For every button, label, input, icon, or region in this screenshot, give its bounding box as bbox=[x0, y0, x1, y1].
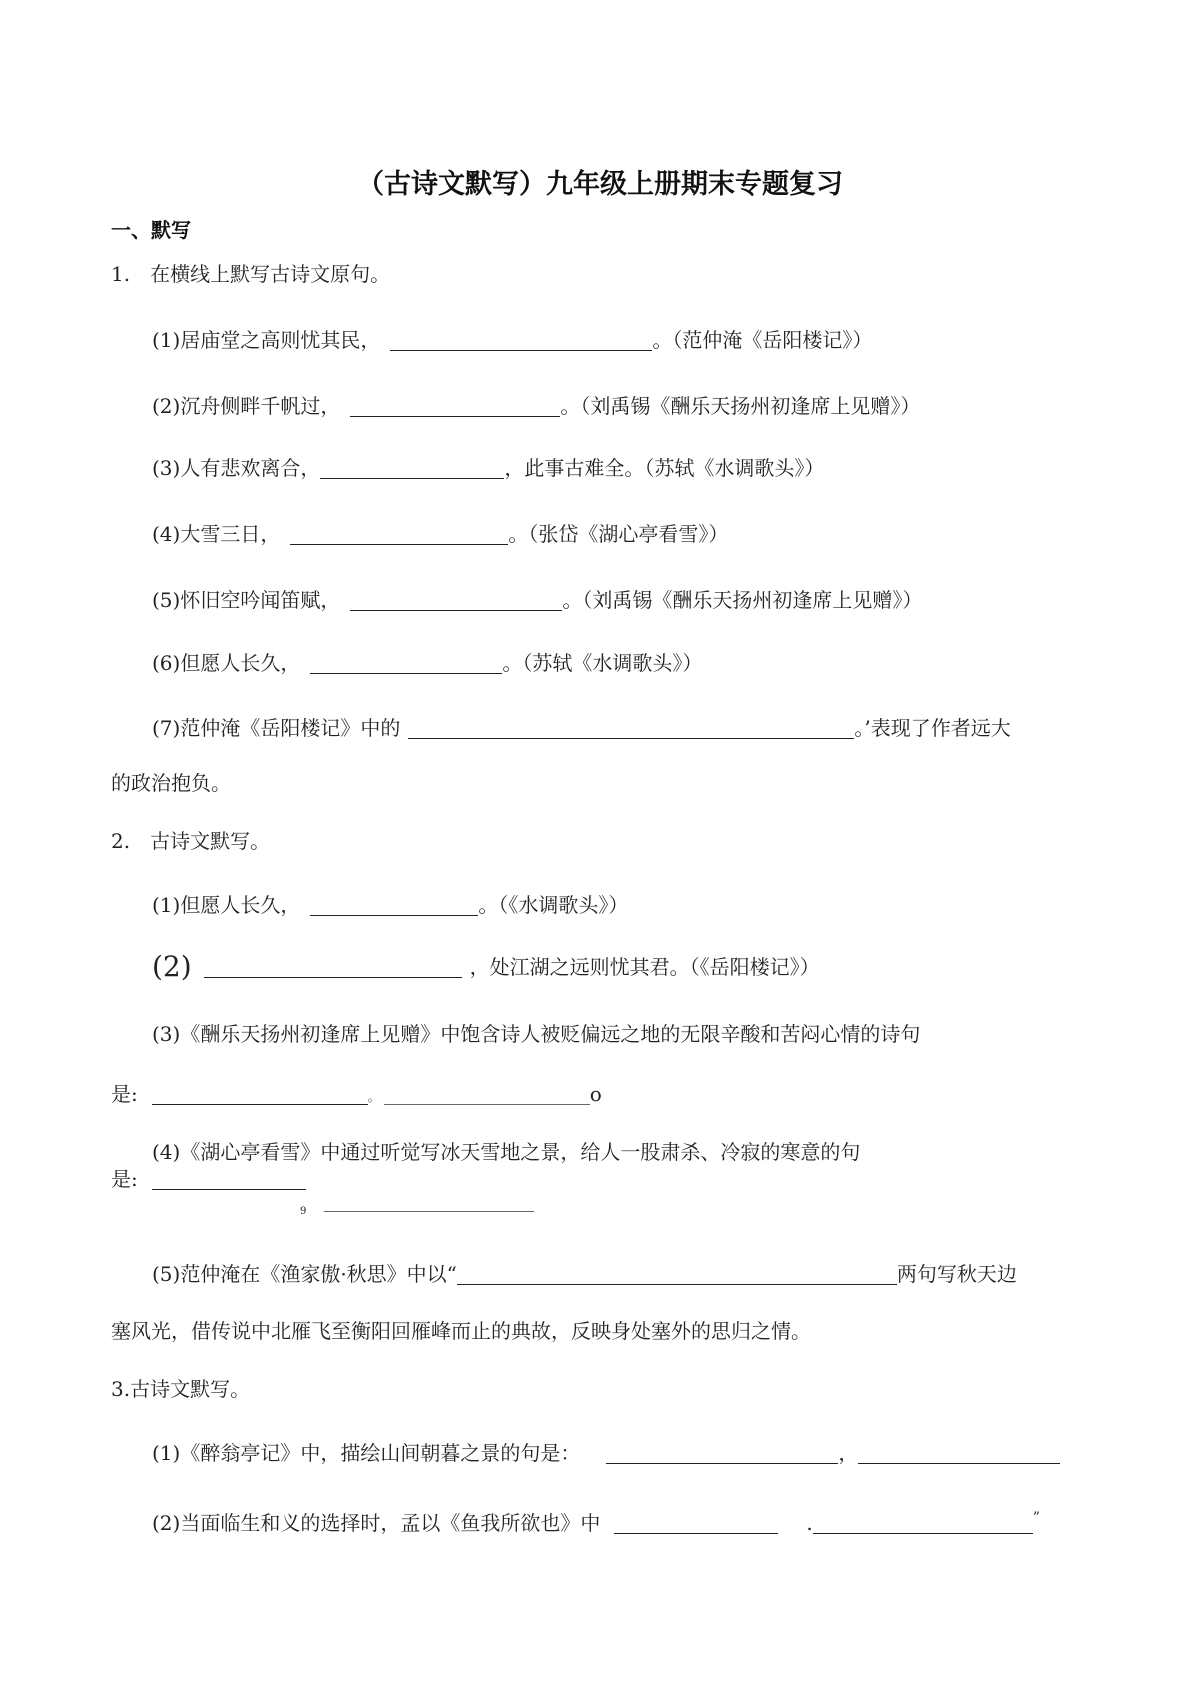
q2-item-5 bbox=[152, 1262, 1017, 1286]
q1-item-3 bbox=[152, 456, 824, 480]
q2-item-5-continued: 塞风光，借传说中北雁飞至衡阳回雁峰而止的典故，反映身处塞外的思归之情。 bbox=[111, 1319, 811, 1343]
q2-item-4-prompt: (4)《湖心亭看雪》中通过听觉写冰天雪地之景，给人一股肃杀、冷寂的寒意的句 bbox=[152, 1140, 861, 1164]
q1-item-1 bbox=[152, 328, 872, 352]
q2-item-3-prompt: (3)《酬乐天扬州初逢席上见赠》中饱含诗人被贬偏远之地的无限辛酸和苦闷心情的诗句 bbox=[152, 1022, 921, 1046]
q3-item-2-blank-1[interactable] bbox=[614, 1513, 778, 1534]
q1-item-5-blank[interactable] bbox=[350, 590, 562, 611]
q3-item-1-blank-1[interactable] bbox=[606, 1443, 838, 1464]
q2-item-2-number: (2) bbox=[152, 950, 192, 983]
q3-item-2-separator: . bbox=[806, 1511, 813, 1535]
q1-item-3-source: ，此事古难全。（苏轼《水调歌头》） bbox=[504, 456, 825, 480]
q2-item-1-blank[interactable] bbox=[310, 895, 478, 916]
q1-item-2 bbox=[152, 394, 920, 418]
question-2-stem: 2. 古诗文默写。 bbox=[111, 829, 271, 853]
q2-item-5-suffix: 两句写秋天边 bbox=[896, 1262, 1017, 1286]
q2-item-3-end-mark: o bbox=[589, 1082, 602, 1106]
q2-item-3-answer-line bbox=[111, 1082, 602, 1109]
q1-item-6-source: 。（苏轼《水调歌头》） bbox=[502, 651, 703, 675]
q1-item-4-source: 。（张岱《湖心亭看雪》） bbox=[508, 522, 729, 546]
q1-item-4 bbox=[152, 522, 728, 546]
q3-item-2-end-mark: ” bbox=[1032, 1510, 1040, 1526]
q1-item-3-prompt: (3)人有悲欢离合， bbox=[152, 456, 321, 480]
q3-item-1-blank-2[interactable] bbox=[858, 1443, 1060, 1464]
q1-item-6-prompt: (6)但愿人长久， bbox=[152, 651, 301, 675]
q2-item-3-separator: 。 bbox=[367, 1090, 380, 1104]
q1-item-7-suffix: 。’表现了作者远大 bbox=[854, 716, 1011, 740]
q1-item-7-continued: 的政治抱负。 bbox=[111, 771, 231, 795]
question-3-stem: 3.古诗文默写。 bbox=[111, 1377, 251, 1401]
q1-item-7-blank[interactable] bbox=[408, 718, 854, 739]
q3-item-1 bbox=[152, 1441, 1060, 1465]
q1-item-3-blank[interactable] bbox=[320, 458, 504, 479]
q2-item-2-blank[interactable] bbox=[204, 957, 462, 978]
q1-item-1-source: 。（范仲淹《岳阳楼记》） bbox=[652, 328, 873, 352]
q1-item-2-source: 。（刘禹锡《酬乐天扬州初逢席上见赠》） bbox=[560, 394, 921, 418]
section-heading: 一、默写 bbox=[111, 218, 191, 242]
q1-item-5-source: 。（刘禹锡《酬乐天扬州初逢席上见赠》） bbox=[562, 588, 923, 612]
q3-item-1-separator: ， bbox=[838, 1441, 859, 1465]
q2-item-4-answer-line bbox=[111, 1167, 306, 1191]
q3-item-2-prompt: (2)当面临生和义的选择时，孟以《鱼我所欲也》中 bbox=[152, 1511, 601, 1535]
q2-item-4-label: 是: bbox=[111, 1167, 138, 1191]
q1-item-5 bbox=[152, 588, 922, 612]
q1-item-1-prompt: (1)居庙堂之高则忧其民， bbox=[152, 328, 381, 352]
q2-item-3-blank-2[interactable] bbox=[384, 1084, 590, 1105]
q2-item-3-label: 是: bbox=[111, 1082, 138, 1106]
q2-item-1-source: 。（《水调歌头》） bbox=[478, 893, 629, 917]
question-1-stem: 1. 在横线上默写古诗文原句。 bbox=[111, 262, 391, 286]
q2-item-5-blank[interactable] bbox=[457, 1264, 897, 1285]
q1-item-6-blank[interactable] bbox=[310, 653, 502, 674]
q1-item-4-blank[interactable] bbox=[290, 524, 508, 545]
q2-item-1 bbox=[152, 893, 628, 917]
q3-item-1-prompt: (1)《醉翁亭记》中，描绘山间朝暮之景的句是： bbox=[152, 1441, 581, 1465]
q1-item-6 bbox=[152, 651, 702, 675]
q3-item-2-blank-2[interactable] bbox=[813, 1513, 1033, 1534]
q2-item-2 bbox=[152, 950, 820, 983]
q2-item-4-blank-1[interactable] bbox=[152, 1169, 306, 1190]
q3-item-2 bbox=[152, 1506, 1040, 1535]
q1-item-2-prompt: (2)沉舟侧畔千帆过， bbox=[152, 394, 341, 418]
q1-item-4-prompt: (4)大雪三日， bbox=[152, 522, 281, 546]
page-title: （古诗文默写）九年级上册期末专题复习 bbox=[357, 169, 843, 200]
q2-item-4-mark: 9 bbox=[300, 1206, 307, 1217]
q1-item-5-prompt: (5)怀旧空吟闻笛赋， bbox=[152, 588, 341, 612]
q2-item-3-blank-1[interactable] bbox=[152, 1084, 368, 1105]
q2-item-1-prompt: (1)但愿人长久， bbox=[152, 893, 301, 917]
q1-item-2-blank[interactable] bbox=[350, 396, 560, 417]
q1-item-7-prompt: (7)范仲淹《岳阳楼记》中的 bbox=[152, 716, 401, 740]
q2-item-2-source: ，处江湖之远则忧其君。（《岳阳楼记》） bbox=[469, 955, 820, 979]
q1-item-7 bbox=[152, 716, 1011, 740]
q2-item-4-blank-2[interactable] bbox=[324, 1211, 534, 1212]
q2-item-5-prompt: (5)范仲淹在《渔家傲·秋思》中以“ bbox=[152, 1262, 457, 1286]
q1-item-1-blank[interactable] bbox=[390, 330, 652, 351]
